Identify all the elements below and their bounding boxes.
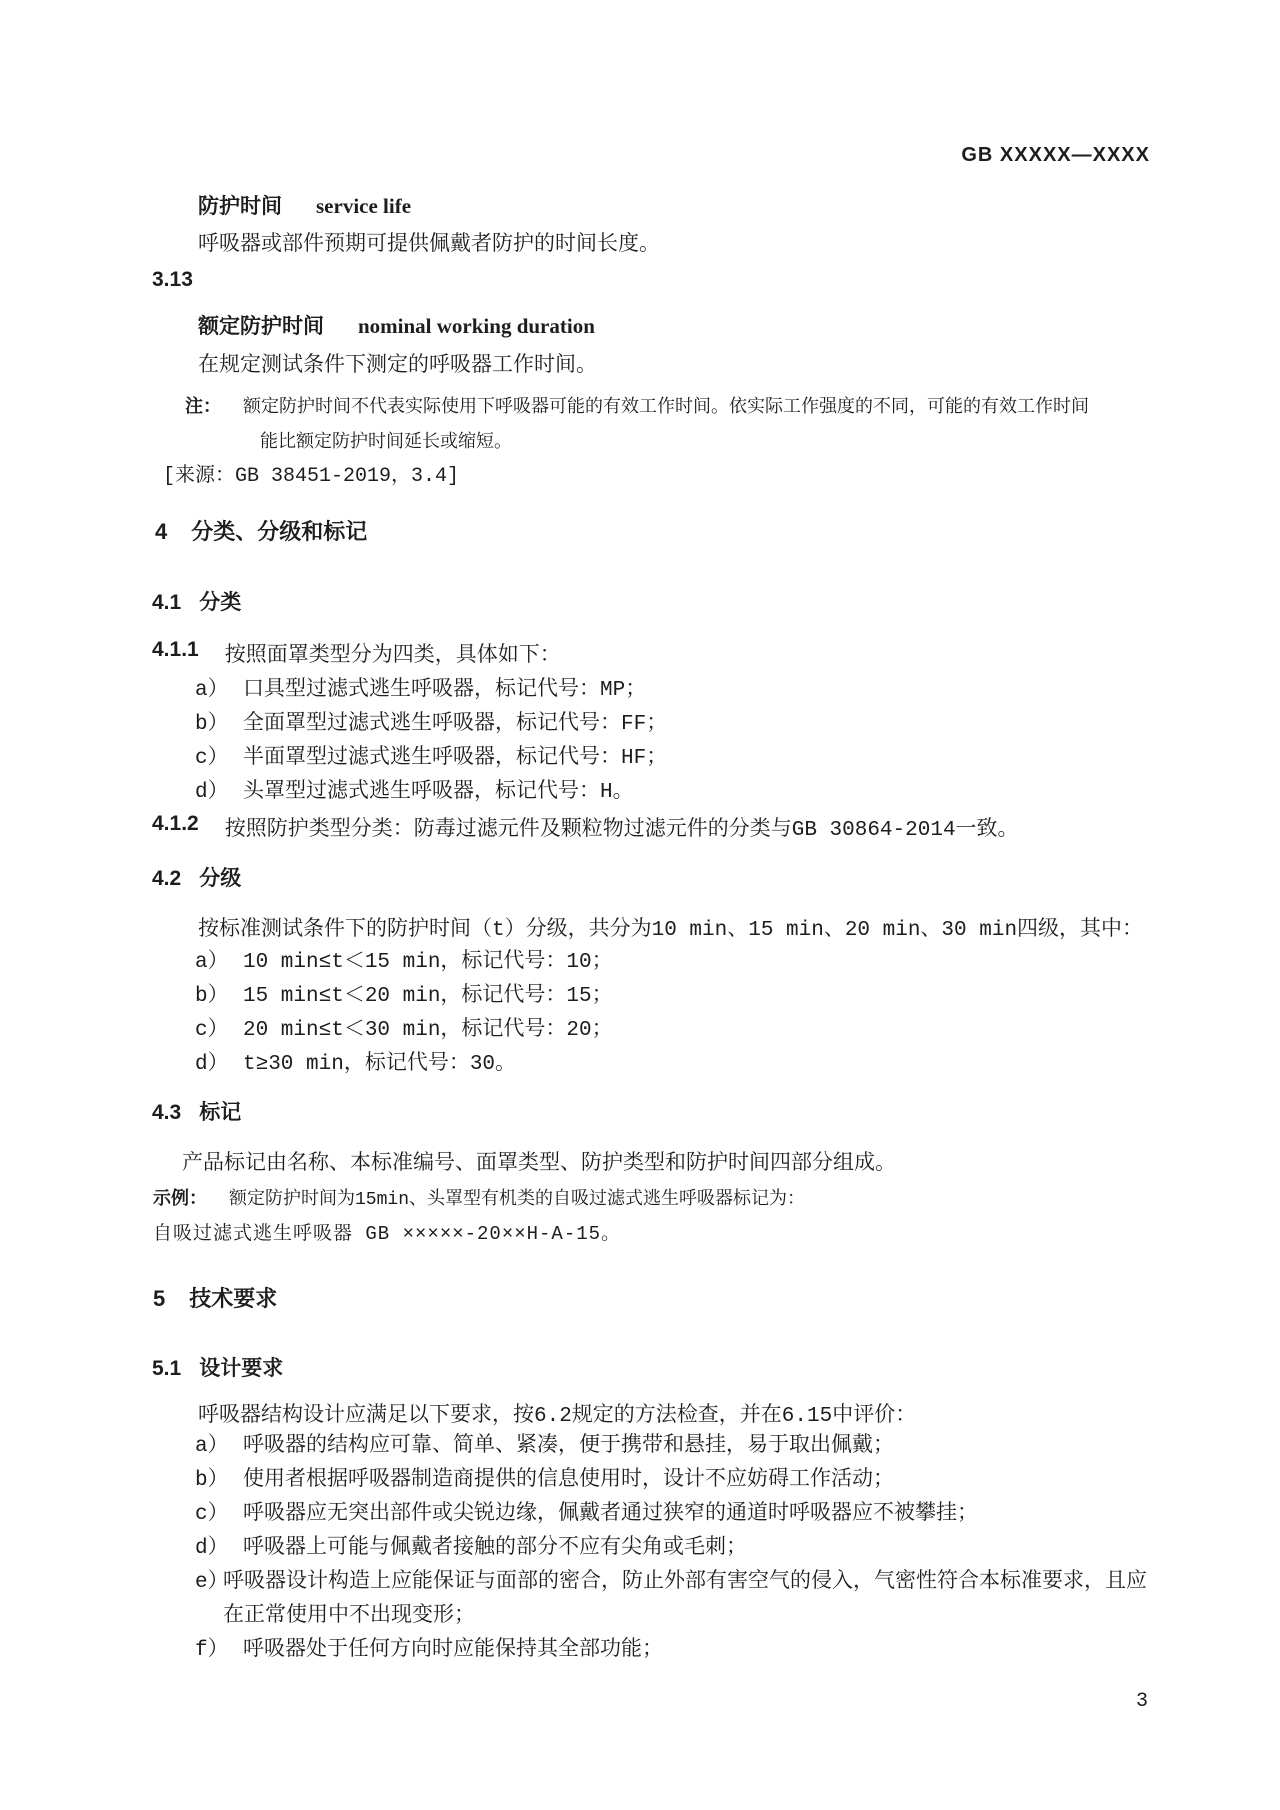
list-item-text: 呼吸器的结构应可靠、简单、紧凑，便于携带和悬挂，易于取出佩戴； xyxy=(243,1435,894,1458)
section-number: 5.1 xyxy=(152,1357,182,1380)
list-item-text: 15 min≤t＜20 min，标记代号：15； xyxy=(243,985,613,1008)
list-item-label: a） xyxy=(195,951,229,974)
term-service-life-definition: 呼吸器或部件预期可提供佩戴者防护的时间长度。 xyxy=(198,234,660,257)
section-number: 4.1 xyxy=(152,591,182,614)
list-item xyxy=(195,946,1150,980)
section-title: 分级 xyxy=(199,867,242,890)
list-item xyxy=(195,742,1150,776)
term-title-en: nominal working duration xyxy=(358,314,595,338)
section-4-heading xyxy=(155,515,367,546)
note-label: 注： xyxy=(185,396,221,416)
list-item xyxy=(195,1566,1150,1634)
list-item-label: a） xyxy=(195,1435,229,1458)
section-number: 4.2 xyxy=(152,867,182,890)
clause-number: 4.1.2 xyxy=(152,812,199,835)
section-5-heading xyxy=(153,1282,277,1313)
term-service-life-title xyxy=(198,190,411,220)
clause-number: 4.1.1 xyxy=(152,638,199,661)
term-nominal-duration-title xyxy=(198,310,595,340)
section-title: 标记 xyxy=(199,1101,242,1124)
list-item xyxy=(195,674,1150,708)
list-item xyxy=(195,1464,1150,1498)
list-item-label: c） xyxy=(195,1503,229,1526)
example-line xyxy=(153,1184,805,1210)
list-item xyxy=(195,980,1150,1014)
section-title: 分类、分级和标记 xyxy=(191,519,368,544)
list-item xyxy=(195,1430,1150,1464)
list-item-text: t≥30 min，标记代号：30。 xyxy=(243,1053,517,1076)
section-5-1-heading xyxy=(152,1352,283,1382)
design-requirement-list xyxy=(195,1430,1150,1668)
list-item-label: e） xyxy=(195,1571,229,1594)
clause-number-3-13: 3.13 xyxy=(152,268,193,291)
list-item-text: 20 min≤t＜30 min，标记代号：20； xyxy=(243,1019,613,1042)
list-item-text: 半面罩型过滤式逃生呼吸器，标记代号：HF； xyxy=(243,747,668,770)
list-item-label: d） xyxy=(195,1053,229,1076)
list-item-text: 呼吸器应无突出部件或尖锐边缘，佩戴者通过狭窄的通道时呼吸器应不被攀挂； xyxy=(243,1503,978,1526)
section-title: 设计要求 xyxy=(199,1357,284,1380)
list-item xyxy=(195,708,1150,742)
note-line-1 xyxy=(185,392,1089,418)
list-item-label: d） xyxy=(195,1537,229,1560)
section-number: 4.3 xyxy=(152,1101,182,1124)
marking-intro: 产品标记由名称、本标准编号、面罩类型、防护类型和防护时间四部分组成。 xyxy=(182,1153,896,1176)
section-number: 4 xyxy=(155,519,168,544)
term-title-en: service life xyxy=(316,194,412,218)
source-reference: [来源：GB 38451-2019，3.4] xyxy=(163,465,460,488)
example-label: 示例： xyxy=(153,1188,207,1208)
term-nominal-duration-definition: 在规定测试条件下测定的呼吸器工作时间。 xyxy=(198,355,597,378)
list-item-text: 口具型过滤式逃生呼吸器，标记代号：MP； xyxy=(243,679,647,702)
grading-intro: 按标准测试条件下的防护时间（t）分级，共分为10 min、15 min、20 min、30 min四级，其中： xyxy=(198,919,1144,942)
list-item-label: c） xyxy=(195,747,229,770)
list-item-label: a） xyxy=(195,679,229,702)
design-requirements-intro: 呼吸器结构设计应满足以下要求，按6.2规定的方法检查，并在6.15中评价： xyxy=(198,1405,917,1428)
list-item-text: 呼吸器处于任何方向时应能保持其全部功能； xyxy=(243,1639,663,1662)
term-title-zh: 防护时间 xyxy=(198,197,282,220)
section-4-3-heading xyxy=(152,1096,241,1126)
list-item-label: b） xyxy=(195,985,229,1008)
list-item-label: f） xyxy=(195,1639,229,1662)
section-title: 技术要求 xyxy=(189,1286,278,1311)
section-title: 分类 xyxy=(199,591,242,614)
example-text: 额定防护时间为15min、头罩型有机类的自吸过滤式逃生呼吸器标记为： xyxy=(229,1190,806,1210)
example-marking: 自吸过滤式逃生呼吸器 GB ×××××-20××H-A-15。 xyxy=(153,1223,622,1245)
list-item xyxy=(195,776,1150,810)
list-item-label: b） xyxy=(195,1469,229,1492)
list-item-text: 全面罩型过滤式逃生呼吸器，标记代号：FF； xyxy=(243,713,668,736)
note-line-2: 能比额定防护时间延长或缩短。 xyxy=(260,433,512,453)
list-item-text: 10 min≤t＜15 min，标记代号：10； xyxy=(243,951,613,974)
list-item-text: 呼吸器上可能与佩戴者接触的部分不应有尖角或毛刺； xyxy=(243,1537,747,1560)
list-item xyxy=(195,1014,1150,1048)
time-grade-list xyxy=(195,946,1150,1082)
clause-4-1-1 xyxy=(152,638,561,668)
list-item-text: 呼吸器设计构造上应能保证与面部的密合，防止外部有害空气的侵入，气密性符合本标准要求，且应在正常使用中不出现变形； xyxy=(223,1571,1147,1628)
section-4-1-heading xyxy=(152,586,241,616)
section-number: 5 xyxy=(153,1286,166,1311)
mask-type-list xyxy=(195,674,1150,810)
clause-text: 按照防护类型分类：防毒过滤元件及颗粒物过滤元件的分类与GB 30864-2014一致。 xyxy=(224,819,1019,842)
clause-4-1-2 xyxy=(152,812,1019,842)
standard-number-header: GB XXXXX—XXXX xyxy=(961,144,1150,166)
term-title-zh: 额定防护时间 xyxy=(198,317,324,340)
list-item-label: b） xyxy=(195,713,229,736)
list-item xyxy=(195,1498,1150,1532)
note-text: 额定防护时间不代表实际使用下呼吸器可能的有效工作时间。依实际工作强度的不同，可能的有效工作时间 xyxy=(243,398,1089,418)
list-item xyxy=(195,1634,1150,1668)
list-item-text: 头罩型过滤式逃生呼吸器，标记代号：H。 xyxy=(243,781,634,804)
list-item xyxy=(195,1532,1150,1566)
list-item-label: c） xyxy=(195,1019,229,1042)
list-item-label: d） xyxy=(195,781,229,804)
list-item xyxy=(195,1048,1150,1082)
page-number: 3 xyxy=(1135,1690,1148,1713)
list-item-text: 使用者根据呼吸器制造商提供的信息使用时，设计不应妨碍工作活动； xyxy=(243,1469,894,1492)
clause-text: 按照面罩类型分为四类，具体如下： xyxy=(224,645,561,668)
section-4-2-heading xyxy=(152,862,241,892)
